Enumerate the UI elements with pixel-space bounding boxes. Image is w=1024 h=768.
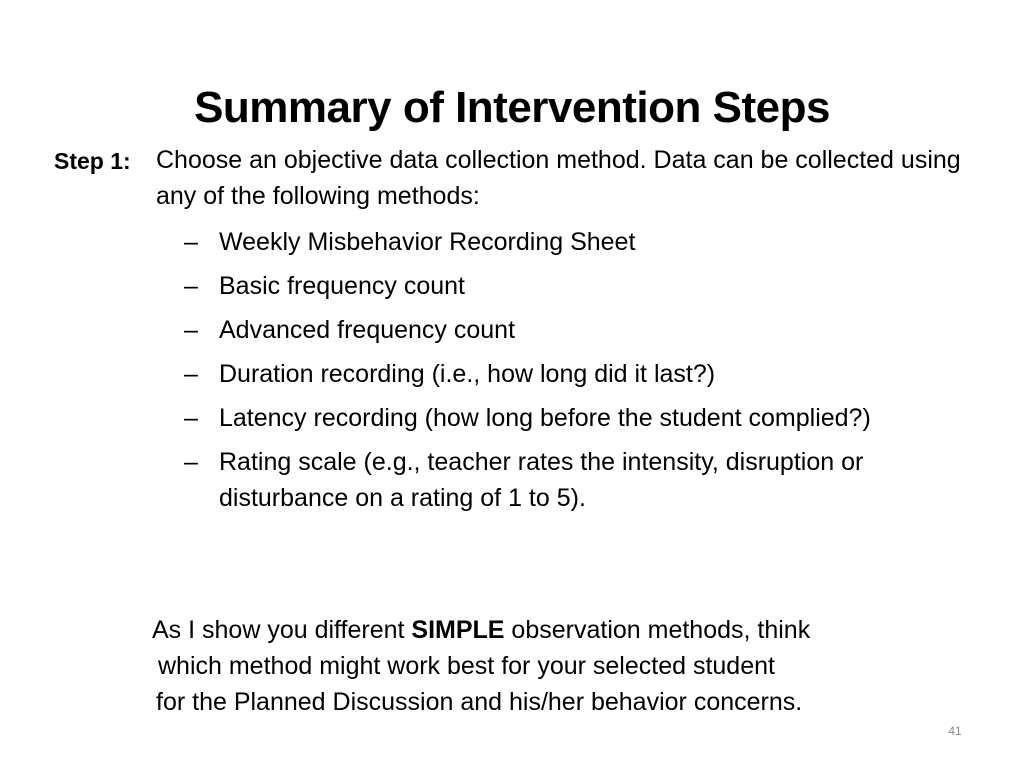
closing-emphasis: SIMPLE	[411, 616, 505, 644]
method-text: Duration recording (i.e., how long did it last?)	[219, 360, 716, 388]
closing-line-2: which method might work best for your selected student	[158, 652, 775, 680]
slide-title: Summary of Intervention Steps	[194, 83, 830, 132]
step-label: Step 1:	[54, 148, 131, 174]
list-item	[184, 356, 999, 392]
list-item	[184, 444, 999, 516]
closing-pre: As I show you different	[152, 616, 412, 644]
dash-bullet-icon: –	[184, 316, 198, 344]
method-text: Basic frequency count	[219, 272, 465, 300]
dash-bullet-icon: –	[184, 404, 198, 432]
closing-post: observation methods, think	[504, 616, 811, 644]
list-item	[184, 400, 999, 436]
method-text: Weekly Misbehavior Recording Sheet	[219, 228, 636, 256]
method-text: Latency recording (how long before the student complied?)	[219, 404, 871, 432]
step-description: Choose an objective data collection method. Data can be collected using any of the following methods:	[156, 146, 961, 210]
list-item	[184, 224, 999, 260]
closing-line-1	[150, 612, 990, 648]
dash-bullet-icon: –	[184, 272, 198, 300]
dash-bullet-icon: –	[184, 228, 198, 256]
method-text: Advanced frequency count	[219, 316, 516, 344]
closing-paragraph	[150, 612, 990, 720]
list-item	[184, 268, 999, 304]
page-number: 41	[948, 724, 962, 738]
closing-line-3: for the Planned Discussion and his/her behavior concerns.	[156, 688, 803, 716]
dash-bullet-icon: –	[184, 448, 198, 476]
list-item	[184, 312, 999, 348]
method-text: Rating scale (e.g., teacher rates the intensity, disruption or disturbance on a rating of 1 to 5).	[219, 448, 864, 512]
dash-bullet-icon: –	[184, 360, 198, 388]
methods-list	[184, 224, 999, 524]
